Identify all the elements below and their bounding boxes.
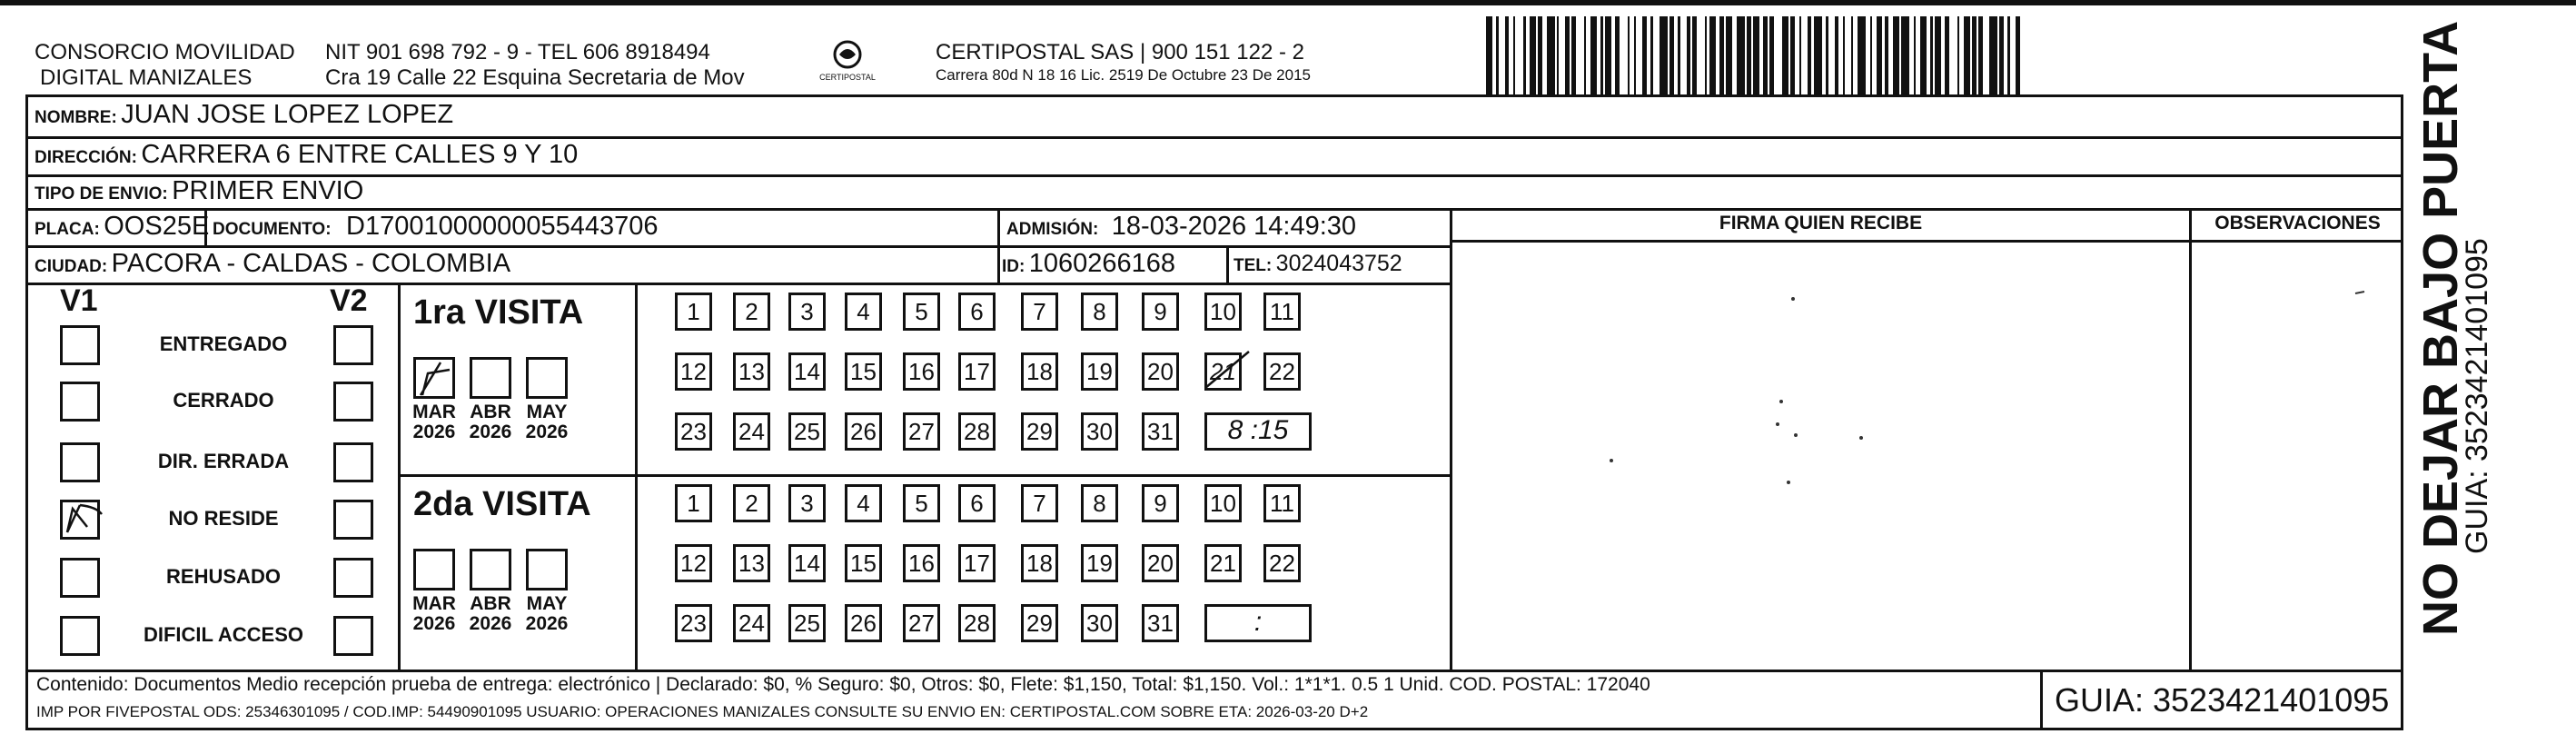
company-nit: NIT 901 698 792 - 9 - TEL 606 8918494 Cra 19 Calle 22 Esquina Secretaria de Mov (325, 40, 745, 90)
barcode-bar (1877, 16, 1883, 94)
barcode-bar (1983, 16, 1989, 94)
day-box[interactable]: 2 (733, 293, 770, 331)
tipo-envio-row: TIPO DE ENVIO: PRIMER ENVIO (35, 176, 364, 205)
month-label: MAY 2026 (525, 402, 569, 442)
day-box[interactable]: 31 (1142, 604, 1179, 642)
day-box[interactable]: 9 (1142, 484, 1179, 522)
barcode-bar (1486, 16, 1492, 94)
barcode-bar (1660, 16, 1668, 94)
day-box[interactable]: 8 (1081, 293, 1118, 331)
day-box[interactable]: 20 (1142, 544, 1179, 582)
status-label: NO RESIDE (168, 507, 279, 530)
day-box[interactable]: 12 (675, 544, 712, 582)
month-checkbox[interactable] (526, 549, 568, 590)
day-box[interactable]: 5 (903, 484, 940, 522)
status-v2-checkbox[interactable] (333, 558, 373, 598)
barcode-bar (1709, 16, 1716, 94)
day-box[interactable]: 31 (1142, 412, 1179, 451)
divider (25, 174, 2403, 177)
divider (25, 670, 2403, 672)
status-label: ENTREGADO (159, 332, 288, 355)
visit-title: 2da VISITA (413, 485, 591, 523)
barcode-bar (1782, 16, 1788, 94)
day-box[interactable]: 19 (1081, 544, 1118, 582)
day-box[interactable]: 11 (1263, 484, 1301, 522)
day-box[interactable]: 28 (958, 412, 996, 451)
day-box[interactable]: 20 (1142, 352, 1179, 391)
day-box[interactable]: 22 (1263, 352, 1301, 391)
day-box[interactable]: 23 (675, 412, 712, 451)
barcode-bar (1901, 16, 1909, 94)
footer-content: Contenido: Documentos Medio recepción prueba de entrega: electrónico | Declarado: $0, % Seguro: $0, Otros: $0, Flete: $1,150, Total: $1,150. Vol.: 1*1*1. 0.5 1 Unid. COD. POSTAL: 172040 (36, 674, 1650, 695)
status-v1-checkbox[interactable] (60, 382, 100, 422)
day-box[interactable]: 4 (845, 484, 882, 522)
day-box[interactable]: 28 (958, 604, 996, 642)
day-box[interactable]: 24 (733, 604, 770, 642)
observaciones-header: OBSERVACIONES (2214, 213, 2381, 233)
day-box[interactable]: 4 (845, 293, 882, 331)
status-v2-checkbox[interactable] (333, 382, 373, 422)
visit-time-field[interactable]: 8 :15 (1204, 412, 1312, 451)
day-box[interactable]: 8 (1081, 484, 1118, 522)
barcode-bar (1774, 16, 1782, 94)
visit-title: 1ra VISITA (413, 293, 584, 332)
barcode-bar (1845, 16, 1851, 94)
month-label: MAR 2026 (412, 402, 456, 442)
barcode-bar (1920, 16, 1927, 94)
day-box[interactable]: 25 (788, 412, 826, 451)
month-checkbox[interactable] (413, 357, 455, 399)
status-v2-checkbox[interactable] (333, 616, 373, 656)
no-dejar-bajo-puerta: NO DEJAR BAJO PUERTA (2413, 20, 2468, 636)
day-box[interactable]: 15 (845, 352, 882, 391)
day-box[interactable]: 21 (1204, 352, 1242, 391)
barcode-bar (2010, 16, 2016, 94)
status-v2-checkbox[interactable] (333, 500, 373, 540)
day-box[interactable]: 16 (903, 544, 940, 582)
day-box[interactable]: 6 (958, 484, 996, 522)
day-box[interactable]: 30 (1081, 604, 1118, 642)
day-box[interactable]: 13 (733, 544, 770, 582)
barcode-bar (1935, 16, 1941, 94)
month-checkbox[interactable] (526, 357, 568, 399)
barcode-bar (1590, 16, 1597, 94)
barcode-bar (1989, 16, 1997, 94)
day-box[interactable]: 3 (788, 484, 826, 522)
day-box[interactable]: 3 (788, 293, 826, 331)
status-label: DIR. ERRADA (157, 450, 290, 472)
barcode-bar (1636, 16, 1642, 94)
barcode-bar (1726, 16, 1732, 94)
company-name: CONSORCIO MOVILIDAD DIGITAL MANIZALES (35, 40, 295, 90)
day-box[interactable]: 18 (1021, 544, 1058, 582)
divider (997, 245, 1000, 283)
barcode-bar (1605, 16, 1611, 94)
day-box[interactable]: 14 (788, 352, 826, 391)
status-label: CERRADO (173, 389, 274, 412)
barcode-bar (1737, 16, 1745, 94)
day-box[interactable]: 1 (675, 293, 712, 331)
barcode-bar (1949, 16, 1957, 94)
courier-info: CERTIPOSTAL SAS | 900 151 122 - 2 Carrera 80d N 18 16 Lic. 2519 De Octubre 23 De 2015 (936, 40, 1311, 84)
barcode-bar (1858, 16, 1866, 94)
day-box[interactable]: 15 (845, 544, 882, 582)
divider (25, 136, 2403, 139)
documento-field: DOCUMENTO: D17001000000055443706 (213, 212, 659, 241)
admision-field: ADMISIÓN: 18-03-2026 14:49:30 (1006, 212, 1357, 241)
day-box[interactable]: 2 (733, 484, 770, 522)
day-box[interactable]: 17 (958, 544, 996, 582)
day-box[interactable]: 5 (903, 293, 940, 331)
tel-field: TEL: 3024043752 (1234, 251, 1402, 276)
status-v1-checkbox[interactable] (60, 325, 100, 365)
day-box[interactable]: 30 (1081, 412, 1118, 451)
day-box[interactable]: 29 (1021, 412, 1058, 451)
day-box[interactable]: 7 (1021, 484, 1058, 522)
day-box[interactable]: 11 (1263, 293, 1301, 331)
month-label: MAY 2026 (525, 593, 569, 634)
day-box[interactable]: 24 (733, 412, 770, 451)
barcode-bar (1753, 16, 1759, 94)
day-box[interactable]: 23 (675, 604, 712, 642)
day-box[interactable]: 9 (1142, 293, 1179, 331)
visit-time-field[interactable]: : (1204, 604, 1312, 642)
barcode-bar (1893, 16, 1899, 94)
certipostal-logo: CERTIPOSTAL (816, 36, 879, 91)
month-label: ABR 2026 (469, 402, 512, 442)
divider (997, 208, 1000, 245)
footer-print-info: IMP POR FIVEPOSTAL ODS: 25346301095 / COD.IMP: 54490901095 USUARIO: OPERACIONES MANIZALES CONSULTE SU ENVIO EN: CERTIPOSTAL.COM SOBRE ETA: 2026-03-20 D+2 (36, 703, 1369, 720)
placa-field: PLACA: OOS25E (35, 212, 210, 241)
day-box[interactable]: 6 (958, 293, 996, 331)
divider (1226, 245, 1229, 283)
footer-guia: GUIA: 3523421401095 (2055, 681, 2390, 719)
status-label: REHUSADO (166, 565, 281, 588)
day-box[interactable]: 27 (903, 412, 940, 451)
divider (25, 283, 1450, 285)
id-field: ID: 1060266168 (1002, 249, 1176, 278)
status-v2-checkbox[interactable] (333, 325, 373, 365)
barcode-bar (1499, 16, 1505, 94)
month-checkbox[interactable] (413, 549, 455, 590)
barcode-bar (1814, 16, 1822, 94)
status-label: DIFICIL ACCESO (143, 623, 303, 646)
day-box[interactable]: 1 (675, 484, 712, 522)
day-box[interactable]: 17 (958, 352, 996, 391)
ciudad-field: CIUDAD: PACORA - CALDAS - COLOMBIA (35, 249, 511, 278)
status-v1-checkbox[interactable] (60, 442, 100, 482)
month-checkbox[interactable] (470, 357, 511, 399)
day-box[interactable]: 13 (733, 352, 770, 391)
barcode-bar (1515, 16, 1523, 94)
nombre-row: NOMBRE: JUAN JOSE LOPEZ LOPEZ (35, 100, 454, 129)
barcode-bar (1680, 16, 1687, 94)
v1-header: V1 (60, 283, 98, 318)
observations-area[interactable] (2192, 243, 2403, 670)
status-v2-checkbox[interactable] (333, 442, 373, 482)
day-box[interactable]: 16 (903, 352, 940, 391)
month-label: ABR 2026 (469, 593, 512, 634)
divider (2040, 670, 2043, 730)
direccion-row: DIRECCIÓN: CARRERA 6 ENTRE CALLES 9 Y 10 (35, 140, 579, 169)
barcode-bar (1620, 16, 1628, 94)
day-box[interactable]: 27 (903, 604, 940, 642)
day-box[interactable]: 19 (1081, 352, 1118, 391)
barcode-bar (1697, 16, 1705, 94)
day-box[interactable]: 22 (1263, 544, 1301, 582)
divider (25, 208, 2403, 211)
barcode-bar (1653, 16, 1660, 94)
month-checkbox[interactable] (470, 549, 511, 590)
signature-area[interactable] (1452, 243, 2189, 670)
barcode (1486, 16, 2222, 94)
day-box[interactable]: 12 (675, 352, 712, 391)
barcode-bar (1559, 16, 1565, 94)
side-guia: GUIA: 3523421401095 (2460, 238, 2494, 554)
day-box[interactable]: 26 (845, 604, 882, 642)
day-box[interactable]: 14 (788, 544, 826, 582)
top-border (0, 0, 2576, 5)
month-label: MAR 2026 (412, 593, 456, 634)
day-box[interactable]: 10 (1204, 484, 1242, 522)
day-box[interactable]: 10 (1204, 293, 1242, 331)
barcode-bar (2020, 16, 2022, 94)
day-box[interactable]: 21 (1204, 544, 1242, 582)
barcode-bar (1576, 16, 1584, 94)
barcode-bar (1530, 16, 1536, 94)
status-v1-checkbox[interactable] (60, 500, 100, 540)
firma-header: FIRMA QUIEN RECIBE (1719, 213, 1923, 233)
day-box[interactable]: 7 (1021, 293, 1058, 331)
barcode-bar (1547, 16, 1555, 94)
status-v1-checkbox[interactable] (60, 558, 100, 598)
day-box[interactable]: 29 (1021, 604, 1058, 642)
day-box[interactable]: 18 (1021, 352, 1058, 391)
status-v1-checkbox[interactable] (60, 616, 100, 656)
day-box[interactable]: 26 (845, 412, 882, 451)
barcode-bar (1801, 16, 1808, 94)
divider (25, 245, 1450, 248)
barcode-bar (1964, 16, 1970, 94)
barcode-bar (1828, 16, 1835, 94)
v2-header: V2 (330, 283, 368, 318)
divider (398, 474, 1450, 477)
day-box[interactable]: 25 (788, 604, 826, 642)
